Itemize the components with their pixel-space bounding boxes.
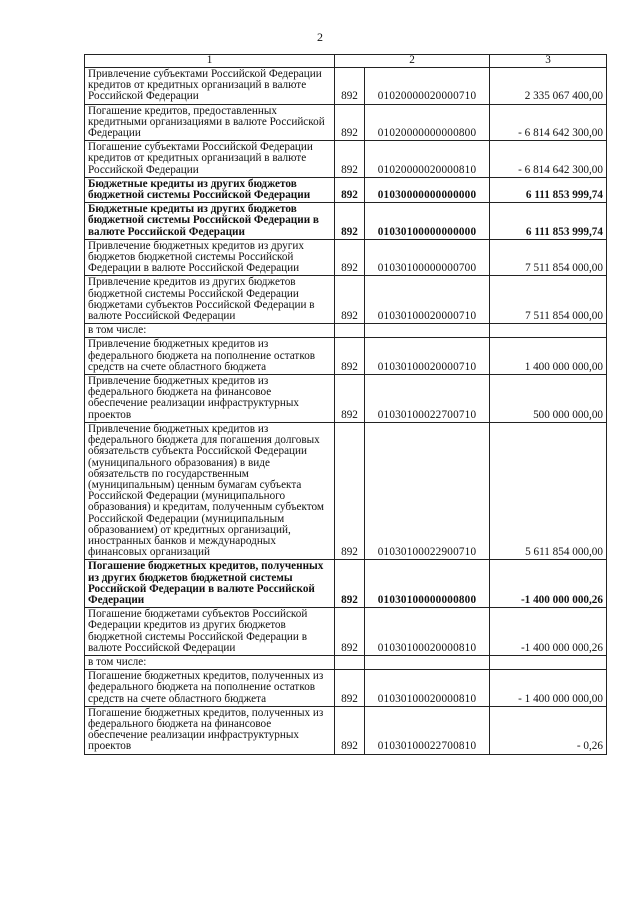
row-amount: - 0,26 [490, 706, 607, 754]
row-budget-code: 01030100000000700 [365, 239, 490, 276]
table-header-row [85, 55, 607, 68]
row-administrator-code: 892 [335, 141, 365, 178]
row-budget-code: 01030100000000000 [365, 203, 490, 240]
row-administrator-code: 892 [335, 706, 365, 754]
table-row [85, 706, 607, 754]
row-budget-code [365, 655, 490, 669]
row-amount: - 1 400 000 000,00 [490, 670, 607, 707]
row-amount: 1 400 000 000,00 [490, 338, 607, 375]
table-row [85, 141, 607, 178]
row-administrator-code: 892 [335, 375, 365, 423]
row-administrator-code: 892 [335, 560, 365, 608]
table-row [85, 422, 607, 559]
column-header-3: 3 [490, 55, 607, 68]
row-amount: 2 335 067 400,00 [490, 68, 607, 105]
table-row [85, 177, 607, 202]
row-description: Привлечение бюджетных кредитов из федерального бюджета на пополнение остатков средств на счете областного бюджета [85, 338, 335, 375]
row-description: в том числе: [85, 324, 335, 338]
row-administrator-code: 892 [335, 203, 365, 240]
row-amount: - 6 814 642 300,00 [490, 104, 607, 141]
row-administrator-code: 892 [335, 338, 365, 375]
row-budget-code: 01030100020000710 [365, 276, 490, 324]
row-description: Бюджетные кредиты из других бюджетов бюджетной системы Российской Федерации [85, 177, 335, 202]
table-row [85, 203, 607, 240]
row-budget-code: 01030000000000000 [365, 177, 490, 202]
row-administrator-code [335, 655, 365, 669]
row-budget-code: 01030100022700810 [365, 706, 490, 754]
row-amount: 500 000 000,00 [490, 375, 607, 423]
page-number: 2 [317, 30, 323, 44]
table-row [85, 560, 607, 608]
row-budget-code: 01030100020000810 [365, 608, 490, 656]
row-amount: - 6 814 642 300,00 [490, 141, 607, 178]
row-amount: 6 111 853 999,74 [490, 177, 607, 202]
table-row [85, 338, 607, 375]
row-budget-code [365, 324, 490, 338]
row-administrator-code: 892 [335, 422, 365, 559]
row-administrator-code: 892 [335, 608, 365, 656]
row-description: Погашение бюджетных кредитов, полученных из федерального бюджета на пополнение остатков средств на счете областного бюджета [85, 670, 335, 707]
row-description: Привлечение бюджетных кредитов из федерального бюджета на финансовое обеспечение реализации инфраструктурных проектов [85, 375, 335, 423]
column-header-2: 2 [335, 55, 490, 68]
row-budget-code: 01030100020000710 [365, 338, 490, 375]
row-administrator-code: 892 [335, 104, 365, 141]
row-amount: -1 400 000 000,26 [490, 608, 607, 656]
row-description: Бюджетные кредиты из других бюджетов бюджетной системы Российской Федерации в валюте Российской Федерации [85, 203, 335, 240]
row-description: Погашение бюджетами субъектов Российской Федерации кредитов из других бюджетов бюджетной системы Российской Федерации в валюте Российской Федерации [85, 608, 335, 656]
row-description: в том числе: [85, 655, 335, 669]
table-subheading-row [85, 324, 607, 338]
row-amount: 7 511 854 000,00 [490, 276, 607, 324]
row-amount: 5 611 854 000,00 [490, 422, 607, 559]
row-administrator-code [335, 324, 365, 338]
row-budget-code: 01020000000000800 [365, 104, 490, 141]
budget-sources-table [84, 54, 607, 755]
table-row [85, 276, 607, 324]
row-amount: 7 511 854 000,00 [490, 239, 607, 276]
table-row [85, 239, 607, 276]
row-budget-code: 01030100020000810 [365, 670, 490, 707]
table-subheading-row [85, 655, 607, 669]
row-description: Погашение субъектами Российской Федерации кредитов от кредитных организаций в валюте Российской Федерации [85, 141, 335, 178]
row-budget-code: 01030100022900710 [365, 422, 490, 559]
row-budget-code: 01020000020000710 [365, 68, 490, 105]
table-row [85, 104, 607, 141]
row-amount: 6 111 853 999,74 [490, 203, 607, 240]
row-budget-code: 01030100022700710 [365, 375, 490, 423]
row-description: Привлечение бюджетных кредитов из других бюджетов бюджетной системы Российской Федерации в валюте Российской Федерации [85, 239, 335, 276]
row-amount [490, 655, 607, 669]
table-row [85, 375, 607, 423]
row-budget-code: 01030100000000800 [365, 560, 490, 608]
row-description: Погашение бюджетных кредитов, полученных из других бюджетов бюджетной системы Российской Федерации в валюте Российской Федерации [85, 560, 335, 608]
row-amount [490, 324, 607, 338]
table-body [85, 68, 607, 755]
row-description: Привлечение кредитов из других бюджетов бюджетной системы Российской Федерации бюджетами субъектов Российской Федерации в валюте Российской Федерации [85, 276, 335, 324]
row-administrator-code: 892 [335, 68, 365, 105]
row-administrator-code: 892 [335, 670, 365, 707]
row-description: Погашение бюджетных кредитов, полученных из федерального бюджета на финансовое обеспечение реализации инфраструктурных проектов [85, 706, 335, 754]
table-row [85, 68, 607, 105]
row-amount: -1 400 000 000,26 [490, 560, 607, 608]
row-administrator-code: 892 [335, 276, 365, 324]
table-row [85, 608, 607, 656]
row-description: Погашение кредитов, предоставленных кредитными организациями в валюте Российской Федерации [85, 104, 335, 141]
row-description: Привлечение бюджетных кредитов из федерального бюджета для погашения долговых обязательств субъекта Российской Федерации (муниципального образования) в виде обязательств по государственным (муниципальным) ценным бумагам субъекта Российской Федерации (муниципального образования) и кредитам, полученным субъектом Российской Федерации (муниципальным образованием) от кредитных организаций, иностранных банков и международных финансовых организаций [85, 422, 335, 559]
row-administrator-code: 892 [335, 177, 365, 202]
row-description: Привлечение субъектами Российской Федерации кредитов от кредитных организаций в валюте Российской Федерации [85, 68, 335, 105]
row-budget-code: 01020000020000810 [365, 141, 490, 178]
column-header-1: 1 [85, 55, 335, 68]
row-administrator-code: 892 [335, 239, 365, 276]
table-row [85, 670, 607, 707]
